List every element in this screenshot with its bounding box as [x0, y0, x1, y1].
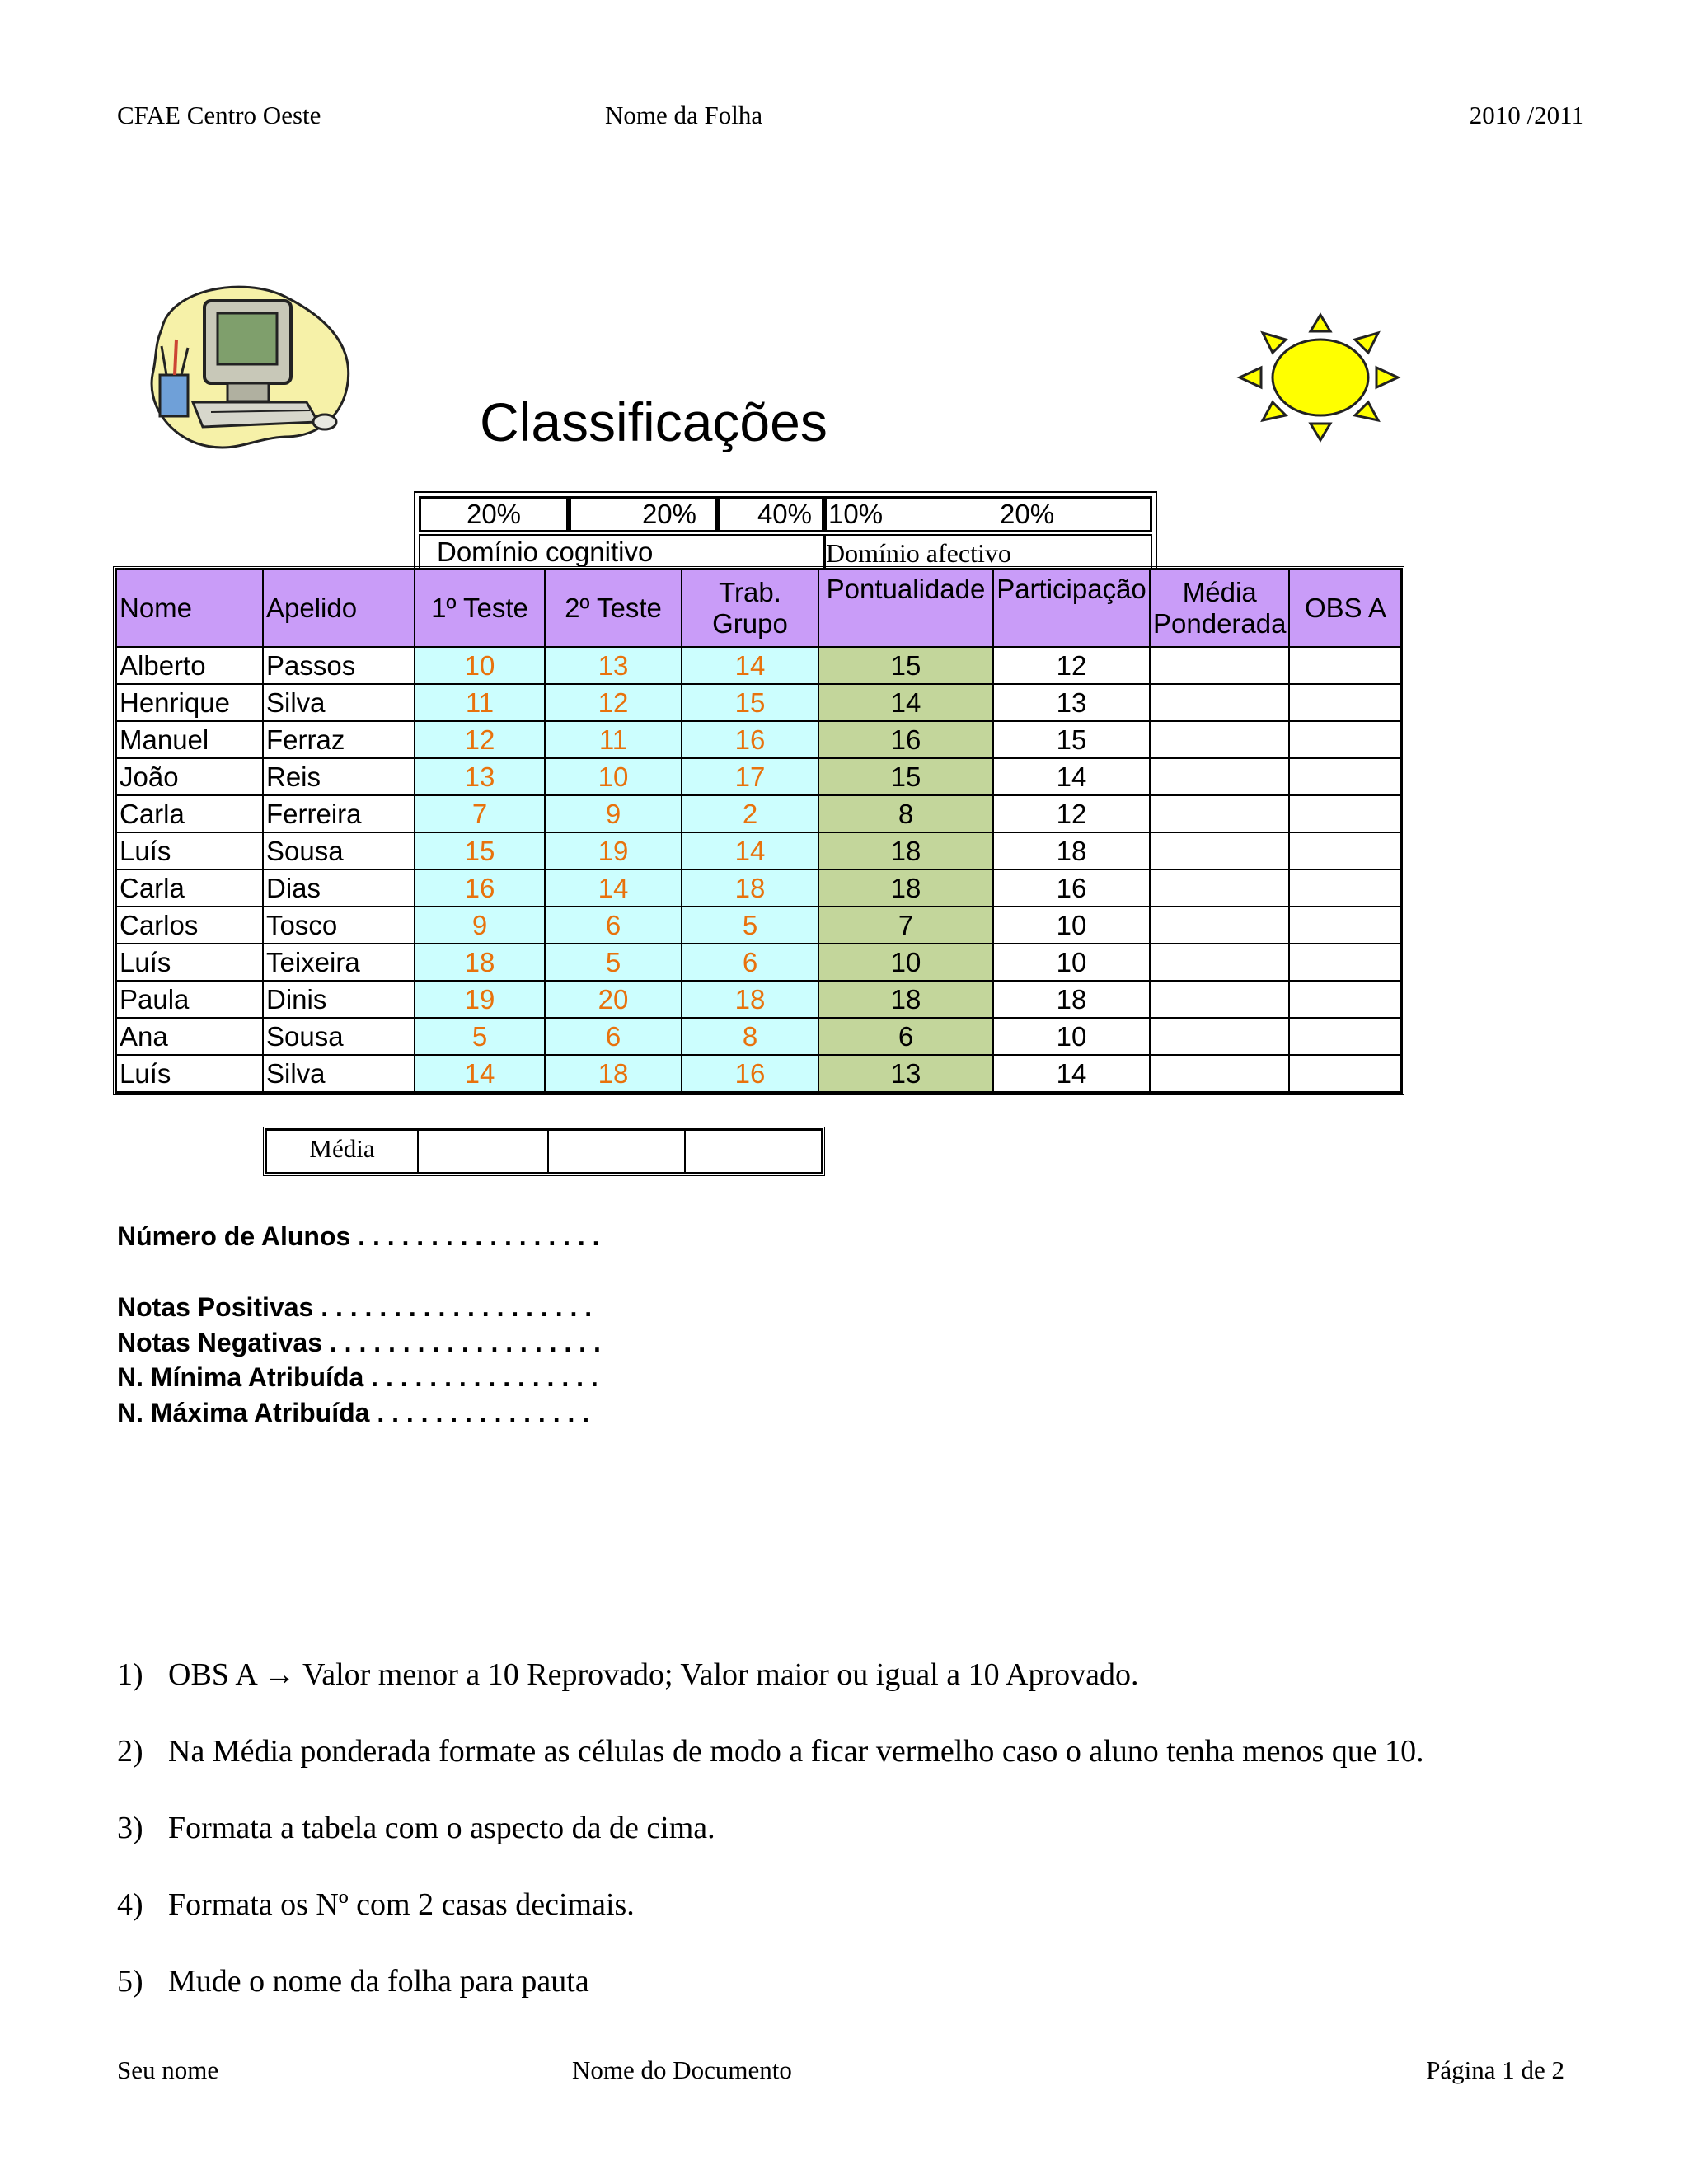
- grade-teste1[interactable]: 5: [415, 1018, 545, 1055]
- header-right: 2010 /2011: [1469, 101, 1584, 129]
- table-row: [116, 758, 1401, 795]
- grade-teste2[interactable]: 9: [545, 795, 682, 832]
- grade-teste2[interactable]: 12: [545, 684, 682, 721]
- table-row: [116, 1018, 1401, 1055]
- sun-clipart-icon: [1236, 310, 1401, 445]
- grade-trab-grupo[interactable]: 14: [682, 647, 818, 684]
- grade-pontualidade[interactable]: 18: [818, 981, 993, 1018]
- media-ponderada-cell[interactable]: [1150, 869, 1289, 907]
- student-last-name: Passos: [263, 647, 415, 684]
- media-label: Média: [266, 1130, 418, 1173]
- grade-teste2[interactable]: 6: [545, 1018, 682, 1055]
- grade-pontualidade[interactable]: 7: [818, 907, 993, 944]
- student-first-name: Luís: [116, 1055, 263, 1092]
- stat-nota-maxima: N. Máxima Atribuída . . . . . . . . . . . . . . .: [117, 1398, 590, 1427]
- grade-participacao[interactable]: 18: [993, 832, 1150, 869]
- domain-cognitivo: Domínio cognitivo: [419, 534, 824, 570]
- header-pontualidade: Pontualidade: [818, 569, 993, 647]
- student-first-name: Manuel: [116, 721, 263, 758]
- grade-teste1[interactable]: 9: [415, 907, 545, 944]
- student-last-name: Ferreira: [263, 795, 415, 832]
- header-nome: Nome: [116, 569, 263, 647]
- grade-teste1[interactable]: 10: [415, 647, 545, 684]
- grade-teste2[interactable]: 14: [545, 869, 682, 907]
- student-last-name: Teixeira: [263, 944, 415, 981]
- grade-teste1[interactable]: 13: [415, 758, 545, 795]
- header-trab-line2: Grupo: [712, 608, 788, 639]
- stat-numero-alunos: Número de Alunos . . . . . . . . . . . . . . . . .: [117, 1221, 600, 1251]
- student-last-name: Dias: [263, 869, 415, 907]
- header-left: CFAE Centro Oeste: [117, 101, 321, 129]
- grade-trab-grupo[interactable]: 18: [682, 869, 818, 907]
- instruction-num: 2): [117, 1734, 143, 1769]
- table-row: [116, 944, 1401, 981]
- obs-cell[interactable]: [1289, 907, 1401, 944]
- grade-teste1[interactable]: 18: [415, 944, 545, 981]
- weight-teste1: 20%: [419, 496, 569, 532]
- grade-teste1[interactable]: 16: [415, 869, 545, 907]
- grade-teste1[interactable]: 19: [415, 981, 545, 1018]
- grade-pontualidade[interactable]: 15: [818, 758, 993, 795]
- student-last-name: Reis: [263, 758, 415, 795]
- grade-trab-grupo[interactable]: 17: [682, 758, 818, 795]
- grade-teste1[interactable]: 11: [415, 684, 545, 721]
- student-first-name: Carlos: [116, 907, 263, 944]
- grade-pontualidade[interactable]: 6: [818, 1018, 993, 1055]
- header-apelido: Apelido: [263, 569, 415, 647]
- grade-pontualidade[interactable]: 8: [818, 795, 993, 832]
- student-first-name: Henrique: [116, 684, 263, 721]
- table-row: [116, 869, 1401, 907]
- grade-trab-grupo[interactable]: 18: [682, 981, 818, 1018]
- grades-table: [115, 569, 1402, 1093]
- instruction-4: [117, 1886, 635, 1923]
- page-title: Classificações: [480, 391, 828, 452]
- instruction-num: 1): [117, 1657, 143, 1692]
- header-media-ponderada: [1150, 569, 1289, 647]
- weight-pontualidade: 10%: [828, 499, 884, 529]
- table-row: [116, 1055, 1401, 1092]
- obs-cell[interactable]: [1289, 647, 1401, 684]
- table-row: [116, 907, 1401, 944]
- grade-pontualidade[interactable]: 18: [818, 869, 993, 907]
- grade-trab-grupo[interactable]: 15: [682, 684, 818, 721]
- student-first-name: Alberto: [116, 647, 263, 684]
- instruction-1: [117, 1657, 1139, 1693]
- stat-notas-positivas: Notas Positivas . . . . . . . . . . . . . . . . . . .: [117, 1292, 593, 1322]
- instruction-num: 4): [117, 1887, 143, 1922]
- student-last-name: Ferraz: [263, 721, 415, 758]
- table-row: [116, 647, 1401, 684]
- grade-trab-grupo[interactable]: 5: [682, 907, 818, 944]
- footer-right: Página 1 de 2: [1426, 2055, 1564, 2084]
- table-header-row: [116, 569, 1401, 647]
- grade-participacao[interactable]: 12: [993, 647, 1150, 684]
- media-teste2-cell[interactable]: [548, 1130, 685, 1173]
- obs-cell[interactable]: [1289, 721, 1401, 758]
- student-last-name: Sousa: [263, 832, 415, 869]
- instruction-text: Formata a tabela com o aspecto da de cima.: [168, 1811, 715, 1845]
- header-trab-grupo: [682, 569, 818, 647]
- grade-teste2[interactable]: 18: [545, 1055, 682, 1092]
- header-center: Nome da Folha: [605, 101, 763, 129]
- student-first-name: Luís: [116, 832, 263, 869]
- grade-teste2[interactable]: 10: [545, 758, 682, 795]
- instruction-5: [117, 1963, 589, 1999]
- table-row: [116, 795, 1401, 832]
- media-ponderada-cell[interactable]: [1150, 907, 1289, 944]
- footer-left: Seu nome: [117, 2055, 219, 2084]
- media-ponderada-cell[interactable]: [1150, 1055, 1289, 1092]
- grade-participacao[interactable]: 14: [993, 1055, 1150, 1092]
- weights-afectivo-cell: [824, 496, 1152, 532]
- media-ponderada-cell[interactable]: [1150, 758, 1289, 795]
- grade-teste1[interactable]: 15: [415, 832, 545, 869]
- grade-participacao[interactable]: 12: [993, 795, 1150, 832]
- media-ponderada-cell[interactable]: [1150, 721, 1289, 758]
- grade-participacao[interactable]: 10: [993, 1018, 1150, 1055]
- header-obs: OBS A: [1289, 569, 1401, 647]
- media-ponderada-cell[interactable]: [1150, 981, 1289, 1018]
- grade-pontualidade[interactable]: 15: [818, 647, 993, 684]
- grade-trab-grupo[interactable]: 16: [682, 1055, 818, 1092]
- student-last-name: Silva: [263, 1055, 415, 1092]
- student-last-name: Sousa: [263, 1018, 415, 1055]
- obs-cell[interactable]: [1289, 981, 1401, 1018]
- media-ponderada-cell[interactable]: [1150, 1018, 1289, 1055]
- grade-teste1[interactable]: 7: [415, 795, 545, 832]
- media-teste1-cell[interactable]: [418, 1130, 548, 1173]
- weight-trab: 40%: [717, 496, 824, 532]
- student-first-name: Paula: [116, 981, 263, 1018]
- grade-trab-grupo[interactable]: 14: [682, 832, 818, 869]
- media-ponderada-cell[interactable]: [1150, 944, 1289, 981]
- obs-cell[interactable]: [1289, 1018, 1401, 1055]
- grade-teste1[interactable]: 12: [415, 721, 545, 758]
- grade-participacao[interactable]: 10: [993, 907, 1150, 944]
- grade-teste1[interactable]: 14: [415, 1055, 545, 1092]
- student-first-name: Ana: [116, 1018, 263, 1055]
- student-first-name: João: [116, 758, 263, 795]
- grade-teste2[interactable]: 5: [545, 944, 682, 981]
- grade-teste2[interactable]: 13: [545, 647, 682, 684]
- grade-trab-grupo[interactable]: 16: [682, 721, 818, 758]
- grade-participacao[interactable]: 10: [993, 944, 1150, 981]
- media-trab-cell[interactable]: [685, 1130, 822, 1173]
- student-first-name: Carla: [116, 869, 263, 907]
- obs-cell[interactable]: [1289, 795, 1401, 832]
- grade-pontualidade[interactable]: 13: [818, 1055, 993, 1092]
- instruction-2: [117, 1733, 1424, 1769]
- media-table: [265, 1129, 823, 1174]
- obs-cell[interactable]: [1289, 869, 1401, 907]
- media-ponderada-cell[interactable]: [1150, 795, 1289, 832]
- table-row: [116, 832, 1401, 869]
- obs-cell[interactable]: [1289, 832, 1401, 869]
- header-teste1: 1º Teste: [415, 569, 545, 647]
- header-media-line1: Média: [1182, 577, 1257, 607]
- instruction-num: 5): [117, 1964, 143, 1999]
- student-last-name: Tosco: [263, 907, 415, 944]
- student-first-name: Luís: [116, 944, 263, 981]
- student-last-name: Silva: [263, 684, 415, 721]
- domain-afectivo: Domínio afectivo: [824, 534, 1152, 570]
- table-row: [116, 684, 1401, 721]
- grade-trab-grupo[interactable]: 8: [682, 1018, 818, 1055]
- grade-trab-grupo[interactable]: 6: [682, 944, 818, 981]
- student-last-name: Dinis: [263, 981, 415, 1018]
- footer-center: Nome do Documento: [572, 2055, 792, 2084]
- grade-participacao[interactable]: 15: [993, 721, 1150, 758]
- instruction-text: Mude o nome da folha para pauta: [168, 1964, 589, 1999]
- weight-teste2: 20%: [569, 496, 717, 532]
- student-first-name: Carla: [116, 795, 263, 832]
- stat-notas-negativas: Notas Negativas . . . . . . . . . . . . . . . . . . .: [117, 1328, 601, 1357]
- instruction-text: OBS A → Valor menor a 10 Reprovado; Valor maior ou igual a 10 Aprovado.: [168, 1657, 1139, 1692]
- grade-pontualidade[interactable]: 10: [818, 944, 993, 981]
- instruction-text: Formata os Nº com 2 casas decimais.: [168, 1887, 635, 1922]
- instruction-3: [117, 1810, 715, 1846]
- header-participacao: Participação: [993, 569, 1150, 647]
- grade-teste2[interactable]: 11: [545, 721, 682, 758]
- header-teste2: 2º Teste: [545, 569, 682, 647]
- instruction-text: Na Média ponderada formate as células de modo a ficar vermelho caso o aluno tenha menos que 10.: [168, 1734, 1424, 1769]
- grade-participacao[interactable]: 13: [993, 684, 1150, 721]
- grade-participacao[interactable]: 16: [993, 869, 1150, 907]
- grade-trab-grupo[interactable]: 2: [682, 795, 818, 832]
- media-ponderada-cell[interactable]: [1150, 647, 1289, 684]
- media-row: [266, 1130, 822, 1173]
- grade-teste2[interactable]: 6: [545, 907, 682, 944]
- grade-pontualidade[interactable]: 18: [818, 832, 993, 869]
- grade-participacao[interactable]: 14: [993, 758, 1150, 795]
- media-ponderada-cell[interactable]: [1150, 684, 1289, 721]
- grade-participacao[interactable]: 18: [993, 981, 1150, 1018]
- obs-cell[interactable]: [1289, 944, 1401, 981]
- grade-teste2[interactable]: 19: [545, 832, 682, 869]
- obs-cell[interactable]: [1289, 1055, 1401, 1092]
- stat-nota-minima: N. Mínima Atribuída . . . . . . . . . . . . . . . .: [117, 1362, 598, 1392]
- obs-cell[interactable]: [1289, 684, 1401, 721]
- computer-clipart-icon: [145, 280, 356, 458]
- grade-teste2[interactable]: 20: [545, 981, 682, 1018]
- grade-pontualidade[interactable]: 14: [818, 684, 993, 721]
- header-media-line2: Ponderada: [1153, 608, 1287, 639]
- media-ponderada-cell[interactable]: [1150, 832, 1289, 869]
- instruction-num: 3): [117, 1811, 143, 1845]
- header-trab-line1: Trab.: [719, 577, 781, 607]
- table-row: [116, 721, 1401, 758]
- obs-cell[interactable]: [1289, 758, 1401, 795]
- grade-pontualidade[interactable]: 16: [818, 721, 993, 758]
- table-row: [116, 981, 1401, 1018]
- weight-participacao: 20%: [1000, 499, 1055, 529]
